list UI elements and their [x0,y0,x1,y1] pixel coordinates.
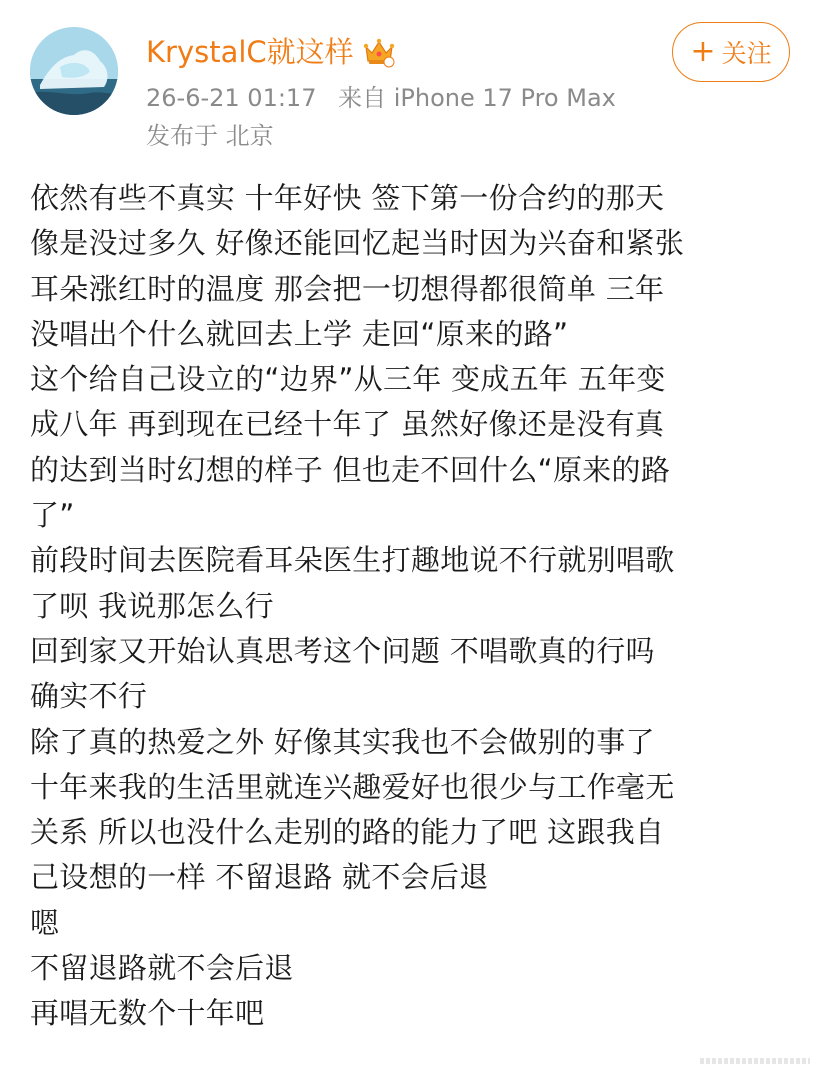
content-line: 再唱无数个十年吧 [30,996,265,1031]
content-line: 确实不行 [30,679,148,714]
content-line: 回到家又开始认真思考这个问题 不唱歌真的行吗 [30,633,655,668]
crown-badge-icon [362,35,396,69]
username[interactable]: KrystalC就这样 [146,35,354,69]
content-line: 嗯 [30,905,60,940]
content-line: 像是没过多久 好像还能回忆起当时因为兴奋和紧张 [30,226,685,261]
content-line: 除了真的热爱之外 好像其实我也不会做别的事了 [30,724,655,759]
post-source: 来自 iPhone 17 Pro Max [338,84,616,112]
content-line: 己设想的一样 不留退路 就不会后退 [30,860,489,895]
content-line: 耳朵涨红时的温度 那会把一切想得都很简单 三年 [30,271,665,306]
content-line: 这个给自己设立的“边界”从三年 变成五年 五年变 [30,362,666,397]
content-line: 关系 所以也没什么走别的路的能力了吧 这跟我自 [30,815,665,850]
post-time: 26-6-21 01:17 [146,84,317,112]
content-line: 的达到当时幻想的样子 但也走不回什么“原来的路 [30,452,671,487]
post-meta [146,82,616,114]
post-header [0,0,820,160]
avatar-image [30,27,118,115]
content-line: 依然有些不真实 十年好快 签下第一份合约的那天 [30,181,665,215]
plus-icon: + [690,34,716,69]
post-location: 发布于 北京 [146,122,274,150]
content-line: 成八年 再到现在已经十年了 虽然好像还是没有真 [30,407,665,442]
content-line: 了呗 我说那怎么行 [30,588,274,623]
follow-label: 关注 [721,39,772,68]
content-line: 前段时间去医院看耳朵医生打趣地说不行就别唱歌 [30,543,675,578]
footer-divider [700,1058,810,1064]
username-row [146,30,396,74]
content-line: 十年来我的生活里就连兴趣爱好也很少与工作毫无 [30,769,675,804]
content-line: 了” [30,498,75,533]
post-content [30,176,800,1037]
content-line: 没唱出个什么就回去上学 走回“原来的路” [30,316,569,351]
content-line: 不留退路就不会后退 [30,951,294,986]
avatar[interactable] [30,27,118,115]
follow-button[interactable] [672,22,790,82]
